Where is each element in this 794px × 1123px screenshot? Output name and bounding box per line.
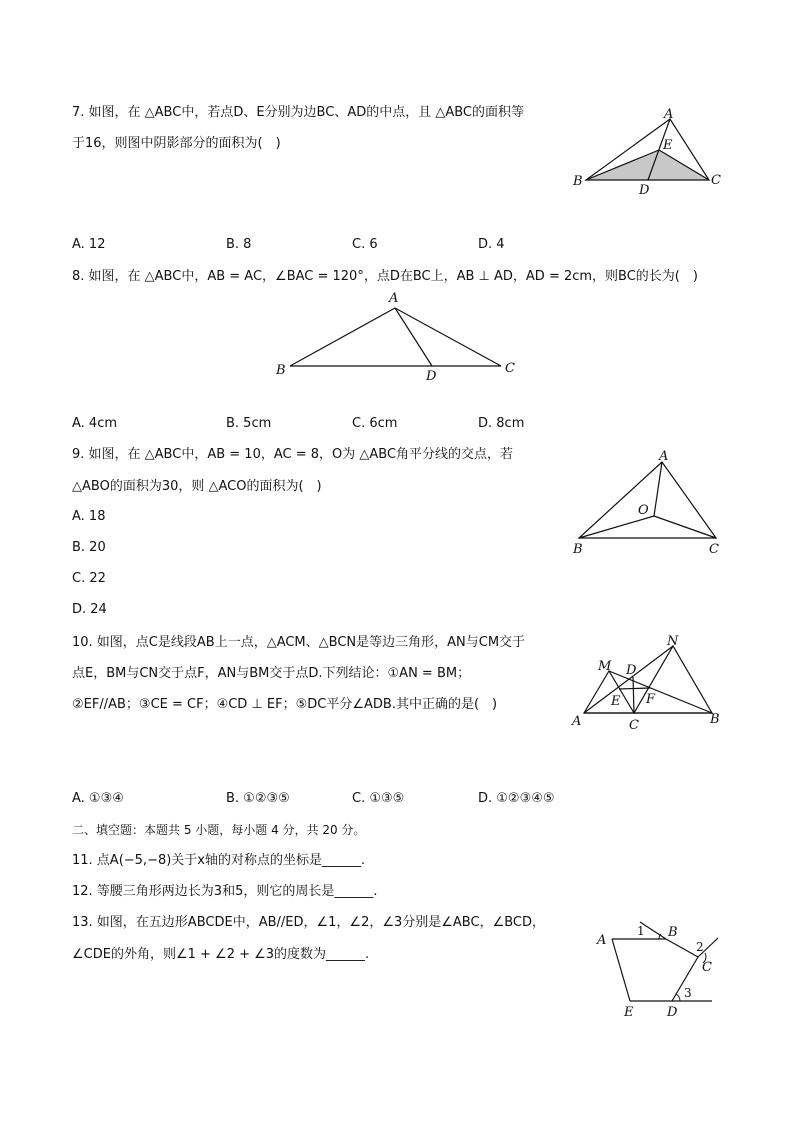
q7-option-a[interactable]: A. 12 [72, 237, 106, 252]
q9-label-o: O [638, 503, 649, 518]
q10-option-a[interactable]: A. ①③④ [72, 791, 124, 806]
q13-text-line1: 13. 如图，在五边形ABCDE中，AB//ED，∠1，∠2，∠3分别是∠ABC，∠BCD， [72, 915, 546, 930]
q7-label-a: A [664, 107, 674, 122]
q10-figure [568, 632, 728, 734]
q10-label-f: F [646, 692, 656, 707]
q10-text-line3: ②EF//AB；③CE = CF；④CD ⊥ EF；⑤DC平分∠ADB.其中正确的是( ) [72, 697, 498, 712]
section-heading: 二、填空题：本题共 5 小题，每小题 4 分，共 20 分。 [72, 823, 366, 837]
q13-label-e: E [624, 1005, 634, 1020]
q10-label-d: D [626, 663, 637, 678]
q8-option-a[interactable]: A. 4cm [72, 416, 118, 431]
q8-option-c[interactable]: C. 6cm [352, 416, 398, 431]
q13-angle3-arc [676, 994, 680, 1001]
q7-label-b: B [573, 174, 583, 189]
q9-segment-ao [654, 462, 662, 516]
q9-text-line2: △ABO的面积为30，则 △ACO的面积为( ) [72, 479, 322, 494]
q10-label-e: E [611, 694, 621, 709]
q10-label-m: M [598, 659, 612, 674]
q8-segment-ad [395, 308, 432, 366]
q9-triangle-abc [579, 462, 716, 538]
q13-label-d: D [667, 1005, 678, 1020]
q7-option-b[interactable]: B. 8 [226, 237, 252, 252]
q9-label-a: A [659, 449, 669, 464]
q8-label-b: B [276, 363, 286, 378]
q7-label-c: C [711, 173, 721, 188]
q7-label-e: E [663, 138, 673, 153]
q7-option-c[interactable]: C. 6 [352, 237, 378, 252]
q10-label-n: N [667, 634, 679, 649]
q8-text-line1: 8. 如图，在 △ABC中，AB = AC，∠BAC = 120°，点D在BC上，AB ⊥ AD，AD = 2cm，则BC的长为( ) [72, 269, 698, 284]
q13-text-line2: ∠CDE的外角，则∠1 + ∠2 + ∠3的度数为______. [72, 947, 370, 962]
q7-option-d[interactable]: D. 4 [478, 237, 505, 252]
q7-text-line1: 7. 如图，在 △ABC中，若点D、E分别为边BC、AD的中点，且 △ABC的面积等 [72, 105, 525, 120]
q9-option-d[interactable]: D. 24 [72, 602, 107, 617]
q10-text-line1: 10. 如图，点C是线段AB上一点，△ACM、△BCN是等边三角形，AN与CM交于 [72, 635, 526, 650]
q9-label-c: C [709, 542, 719, 557]
q13-angle1-label: 1 [637, 924, 645, 938]
q13-angle2-label: 2 [696, 940, 704, 954]
q9-option-a[interactable]: A. 18 [72, 509, 106, 524]
q10-segment-cd [633, 677, 634, 713]
q10-option-c[interactable]: C. ①③⑤ [352, 791, 405, 806]
q7-figure [568, 100, 728, 200]
q9-option-b[interactable]: B. 20 [72, 540, 106, 555]
q13-label-b: B [668, 925, 678, 940]
q13-label-c: C [702, 960, 712, 975]
q13-side-ea [612, 939, 630, 1001]
q11-text: 11. 点A(−5,−8)关于x轴的对称点的坐标是______. [72, 853, 366, 868]
q8-figure [270, 288, 530, 388]
q8-label-a: A [389, 291, 399, 306]
q7-text-line2: 于16，则图中阴影部分的面积为( ) [72, 136, 281, 151]
q13-angle3-label: 3 [684, 986, 692, 1000]
q8-option-b[interactable]: B. 5cm [226, 416, 272, 431]
q8-triangle-abc [290, 308, 501, 366]
q13-figure [590, 910, 730, 1020]
q9-option-c[interactable]: C. 22 [72, 571, 106, 586]
q10-label-a: A [572, 714, 582, 729]
q10-label-c: C [629, 718, 639, 733]
q8-option-d[interactable]: D. 8cm [478, 416, 525, 431]
q9-text-line1: 9. 如图，在 △ABC中，AB = 10，AC = 8，O为 △ABC角平分线的交点，若 [72, 447, 514, 462]
q7-label-d: D [639, 183, 650, 198]
q10-label-b: B [710, 712, 720, 727]
q9-label-b: B [573, 542, 583, 557]
q13-label-a: A [597, 933, 607, 948]
q12-text: 12. 等腰三角形两边长为3和5，则它的周长是______. [72, 884, 378, 899]
q13-side-bc [666, 939, 698, 957]
q9-segment-co [654, 516, 716, 538]
q10-text-line2: 点E，BM与CN交于点F，AN与BM交于点D.下列结论：①AN = BM； [72, 666, 471, 681]
q9-figure [568, 445, 728, 560]
q10-segment-ef [619, 688, 650, 689]
q8-label-c: C [505, 361, 515, 376]
q10-option-d[interactable]: D. ①②③④⑤ [478, 791, 555, 806]
q10-segment-bm [609, 671, 712, 713]
q10-option-b[interactable]: B. ①②③⑤ [226, 791, 290, 806]
q8-label-d: D [426, 369, 437, 384]
